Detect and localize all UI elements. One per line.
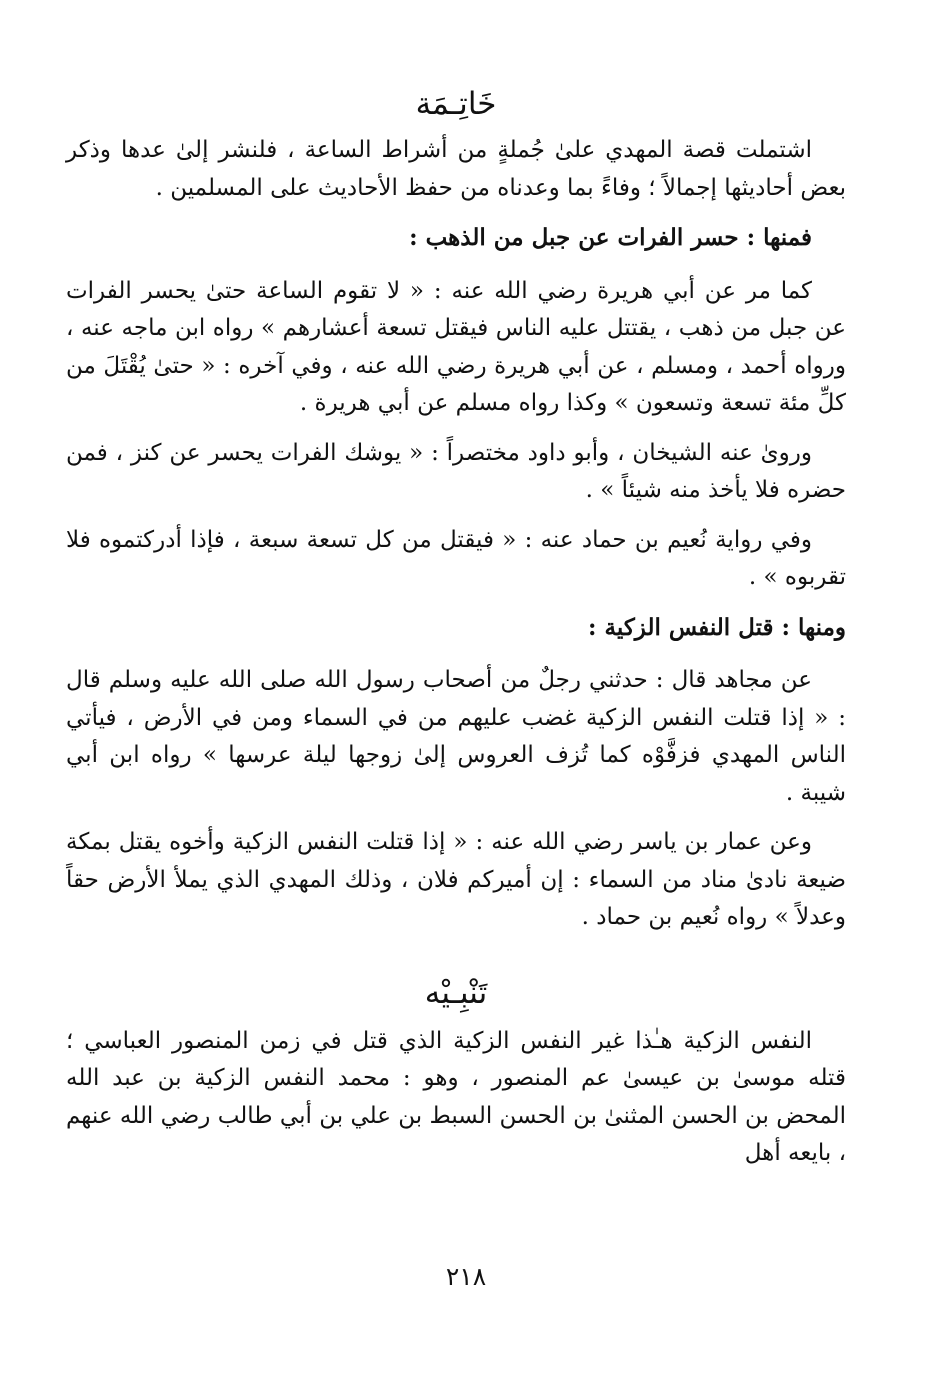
paragraph-mujahid-hadith: عن مجاهد قال : حدثني رجلٌ من أصحاب رسول الله صلى الله عليه وسلم قال : « إذا قتلت النفس الزكية غضب عليهم من في السماء ومن في الأرض ، فيأتي الناس المهدي فزفَّوْه كما تُزف العروس إلىٰ زوجها ليلة عرسها » رواه ابن أبي شيبة . bbox=[66, 667, 846, 806]
paragraph-ammar-hadith: وعن عمار بن ياسر رضي الله عنه : « إذا قتلت النفس الزكية وأخوه يقتل بمكة ضيعة نادىٰ مناد من السماء : إن أميركم فلان ، وذلك المهدي الذي يملأ الأرض حقاً وعدلاً » رواه نُعيم بن حماد . bbox=[66, 829, 846, 930]
subheading-euphrates: فمنها : حسر الفرات عن جبل من الذهب : bbox=[409, 224, 812, 251]
paragraph-intro: اشتملت قصة المهدي علىٰ جُملةٍ من أشراط الساعة ، فلنشر إلىٰ عدها وذكر بعض أحاديثها إجمالاً ؛ وفاءً بما وعدناه من حفظ الأحاديث على المسلمين . bbox=[66, 137, 846, 201]
page-body bbox=[66, 70, 846, 1310]
subheading-pure-soul: ومنها : قتل النفس الزكية : bbox=[588, 613, 846, 641]
notice-heading: تَنْبِـيْه bbox=[424, 974, 488, 1011]
paragraph-nuaym-narration: وفي رواية نُعيم بن حماد عنه : « فيقتل من كل تسعة سبعة ، فإذا أدركتموه فلا تقربوه » . bbox=[66, 526, 846, 590]
page-number: ٢١٨ bbox=[445, 1262, 487, 1291]
paragraph-shaykhan-narration: ورویٰ عنه الشیخان ، وأبو داود مختصراً : « یوشك الفرات یحسر عن کنز ، فمن حضره فلا یأخذ منه شیئاً » . bbox=[66, 439, 846, 503]
conclusion-heading: خَاتِـمَة bbox=[415, 86, 497, 122]
paragraph-notice: النفس الزكية هـٰذا غير النفس الزكية الذي قتل في زمن المنصور العباسي ؛ قتله موسىٰ بن عيسىٰ عم المنصور ، وهو : محمد النفس الزكية بن عبد الله المحض بن الحسن المثنىٰ بن الحسن السبط بن علي بن أبي طالب رضي الله عنهم ، بايعه أهل bbox=[66, 1027, 846, 1166]
paragraph-euphrates-hadith: كما مر عن أبي هريرة رضي الله عنه : « لا تقوم الساعة حتىٰ يحسر الفرات عن جبل من ذهب ، يقتتل عليه الناس فيقتل تسعة أعشارهم » رواه ابن ماجه عنه ، ورواه أحمد ، ومسلم ، عن أبي هريرة رضي الله عنه ، وفي آخره : « حتىٰ يُقْتَلَ من كلِّ مئة تسعة وتسعون » وكذا رواه مسلم عن أبي هريرة . bbox=[66, 277, 846, 416]
